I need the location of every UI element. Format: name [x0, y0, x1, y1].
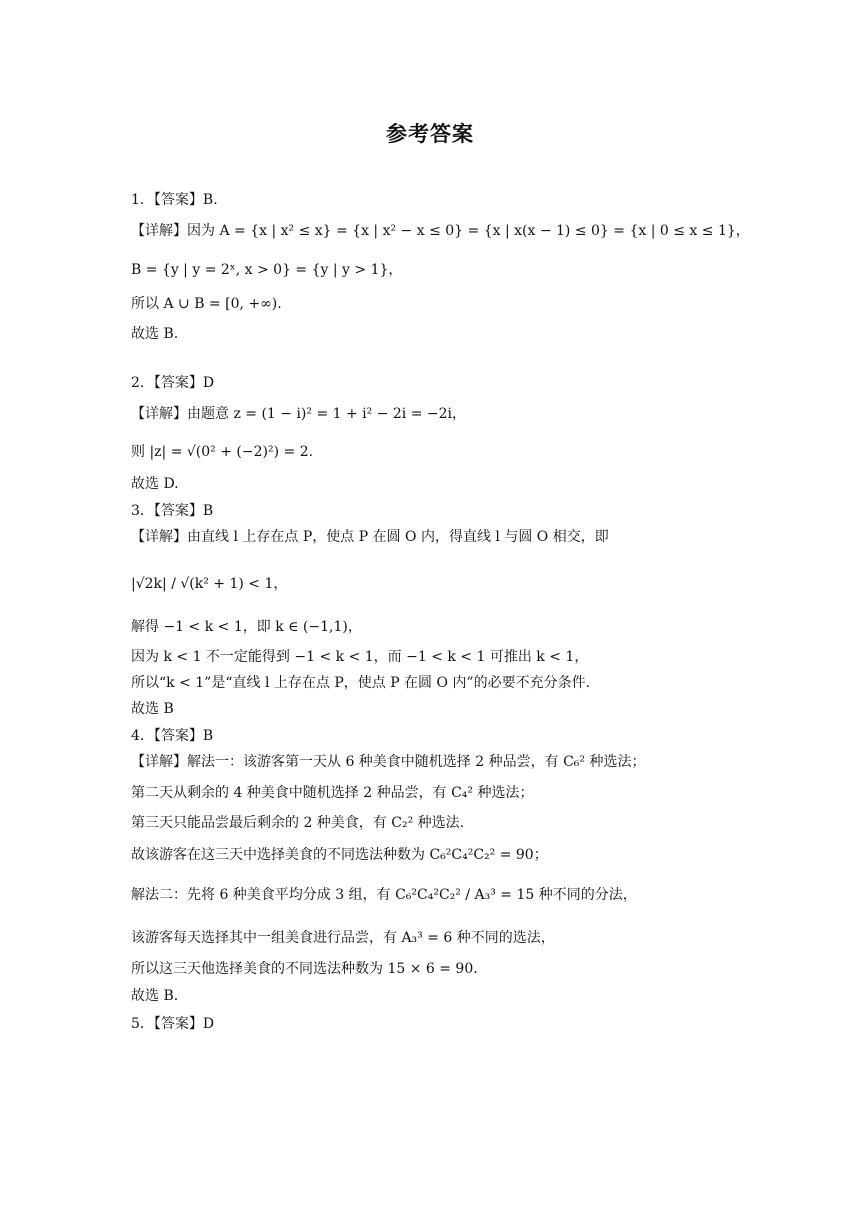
- answer-2-line-2: 则 |z| = √(0² + (−2)²) = 2.: [131, 444, 314, 460]
- answer-4-line-2: 第二天从剩余的 4 种美食中随机选择 2 种品尝，有 C₄² 种选法；: [131, 785, 534, 801]
- answer-3-line-1: 【详解】由直线 l 上存在点 P，使点 P 在圆 O 内，得直线 l 与圆 O 相交，即: [131, 529, 609, 545]
- answer-4-heading: 4．【答案】B: [131, 728, 214, 744]
- answer-3-heading: 3．【答案】B: [131, 503, 214, 519]
- answer-3-line-5: 所以“k < 1”是“直线 l 上存在点 P，使点 P 在圆 O 内”的必要不充分条件.: [131, 675, 591, 691]
- answer-4-line-7: 所以这三天他选择美食的不同选法种数为 15 × 6 = 90.: [131, 961, 478, 977]
- answer-1-line-4: 故选 B.: [131, 326, 179, 342]
- answer-1-line-3: 所以 A ∪ B = [0, +∞).: [131, 296, 282, 312]
- answer-4-line-3: 第三天只能品尝最后剩余的 2 种美食，有 C₂² 种选法.: [131, 815, 465, 831]
- answer-4-line-4: 故该游客在这三天中选择美食的不同选法种数为 C₆²C₄²C₂² = 90；: [131, 847, 548, 863]
- answer-1-heading: 1．【答案】B.: [131, 192, 218, 208]
- answer-3-line-2: |√2k| / √(k² + 1) < 1，: [131, 576, 288, 592]
- answer-5-heading: 5．【答案】D: [131, 1016, 215, 1032]
- answer-2-heading: 2．【答案】D: [131, 375, 215, 391]
- answer-3-line-4: 因为 k < 1 不一定能得到 −1 < k < 1，而 −1 < k < 1 可推出 k < 1，: [131, 649, 589, 665]
- answer-3-line-3: 解得 −1 < k < 1，即 k ∈ (−1,1)，: [131, 619, 362, 635]
- answer-4-line-5: 解法二：先将 6 种美食平均分成 3 组，有 C₆²C₄²C₂² / A₃³ = 15 种不同的分法，: [131, 887, 637, 903]
- answer-4-line-8: 故选 B.: [131, 988, 179, 1004]
- answer-1-line-1: 【详解】因为 A = {x | x² ≤ x} = {x | x² − x ≤ 0} = {x | x(x − 1) ≤ 0} = {x | 0 ≤ x ≤ 1}，: [131, 223, 750, 239]
- answer-4-line-6: 该游客每天选择其中一组美食进行品尝，有 A₃³ = 6 种不同的选法，: [131, 930, 555, 946]
- page-title: 参考答案: [386, 122, 474, 146]
- answer-4-line-1: 【详解】解法一：该游客第一天从 6 种美食中随机选择 2 种品尝，有 C₆² 种选法；: [131, 754, 646, 770]
- answer-2-line-1: 【详解】由题意 z = (1 − i)² = 1 + i² − 2i = −2i，: [131, 406, 467, 422]
- answer-1-line-2: B = {y | y = 2ˣ, x > 0} = {y | y > 1}，: [131, 262, 403, 278]
- answer-2-line-3: 故选 D.: [131, 476, 179, 492]
- answer-3-line-6: 故选 B: [131, 701, 174, 717]
